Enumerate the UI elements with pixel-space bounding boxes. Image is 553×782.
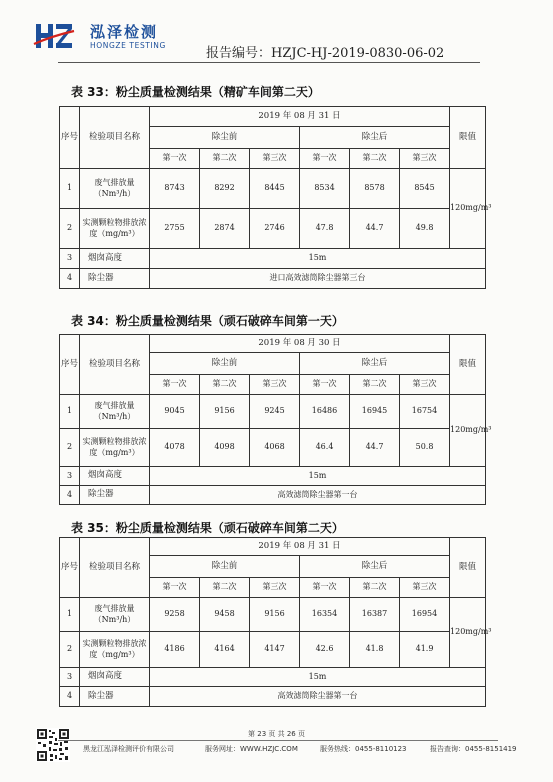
dust-collector-label: 除尘器 [80,687,150,707]
particulate-concentration-label: 实测颗粒物排放浓度（mg/m³） [80,632,150,668]
row-number: 1 [60,598,80,632]
chimney-height-label: 烟囱高度 [80,467,150,486]
limit-value: 120mg/m³ [450,169,486,249]
before-header: 除尘前 [150,127,300,149]
before-header: 除尘前 [150,556,300,578]
seq-header: 序号 [60,538,80,598]
value-cell: 50.8 [400,429,450,467]
limit-value: 120mg/m³ [450,395,486,467]
row-number: 4 [60,687,80,707]
footer-query: 报告查询：0455-8151419 [430,745,517,753]
exhaust-volume-label: 废气排放量（Nm³/h） [80,169,150,209]
row-number: 2 [60,632,80,668]
after-header: 除尘后 [300,556,450,578]
value-cell: 8292 [200,169,250,209]
item-header: 检验项目名称 [80,107,150,169]
run-1-header: 第一次 [150,375,200,395]
footer-hotline: 服务热线：0455-8110123 [320,745,407,753]
dust-collector-label: 除尘器 [80,269,150,289]
value-cell: 16754 [400,395,450,429]
limit-header: 限值 [450,107,486,169]
value-cell: 8445 [250,169,300,209]
dust-collector-value: 进口高效滤筒除尘器第三台 [150,269,486,289]
row-number: 4 [60,269,80,289]
value-cell: 9245 [250,395,300,429]
row-number: 3 [60,249,80,269]
exhaust-volume-label: 废气排放量（Nm³/h） [80,598,150,632]
value-cell: 4164 [200,632,250,668]
run-2-header: 第二次 [200,149,250,169]
run-3-header: 第三次 [250,149,300,169]
company-name-en: HONGZE TESTING [90,41,166,50]
value-cell: 2755 [150,209,200,249]
seq-header: 序号 [60,335,80,395]
value-cell: 16387 [350,598,400,632]
after-header: 除尘后 [300,353,450,375]
value-cell: 47.8 [300,209,350,249]
footer-company: 黑龙江泓泽检测评价有限公司 [83,745,174,753]
dust-collector-value: 高效滤筒除尘器第一台 [150,486,486,505]
value-cell: 9258 [150,598,200,632]
run-1-header: 第一次 [150,149,200,169]
particulate-concentration-label: 实测颗粒物排放浓度（mg/m³） [80,209,150,249]
after-header: 除尘后 [300,127,450,149]
limit-value: 120mg/m³ [450,598,486,668]
company-name-cn: 泓泽检测 [90,23,159,41]
run-2-header: 第二次 [200,375,250,395]
run-1-header: 第一次 [300,578,350,598]
table-33-title: 表 33：粉尘质量检测结果（精矿车间第二天） [71,85,320,99]
test-date: 2019 年 08 月 31 日 [150,107,450,127]
run-2-header: 第二次 [350,149,400,169]
chimney-height-label: 烟囱高度 [80,249,150,269]
table-35 [59,537,492,707]
value-cell: 2874 [200,209,250,249]
value-cell: 2746 [250,209,300,249]
test-date: 2019 年 08 月 31 日 [150,538,450,556]
report-number: 报告编号：HZJC-HJ-2019-0830-06-02 [206,46,445,61]
table-34-title: 表 34：粉尘质量检测结果（顽石破碎车间第一天） [71,314,344,328]
row-number: 4 [60,486,80,505]
run-3-header: 第三次 [250,375,300,395]
item-header: 检验项目名称 [80,335,150,395]
row-number: 3 [60,467,80,486]
value-cell: 4068 [250,429,300,467]
run-1-header: 第一次 [300,149,350,169]
table-35-title: 表 35：粉尘质量检测结果（顽石破碎车间第二天） [71,521,344,535]
table-33 [59,106,492,289]
value-cell: 46.4 [300,429,350,467]
row-number: 1 [60,395,80,429]
seq-header: 序号 [60,107,80,169]
before-header: 除尘前 [150,353,300,375]
footer-website: 服务网址：WWW.HZJC.COM [205,745,298,753]
value-cell: 16354 [300,598,350,632]
value-cell: 8743 [150,169,200,209]
particulate-concentration-label: 实测颗粒物排放浓度（mg/m³） [80,429,150,467]
value-cell: 9045 [150,395,200,429]
run-2-header: 第二次 [350,375,400,395]
value-cell: 8578 [350,169,400,209]
value-cell: 16486 [300,395,350,429]
row-number: 3 [60,668,80,687]
chimney-height-value: 15m [150,249,486,269]
chimney-height-label: 烟囱高度 [80,668,150,687]
row-number: 2 [60,429,80,467]
run-3-header: 第三次 [400,375,450,395]
value-cell: 42.6 [300,632,350,668]
chimney-height-value: 15m [150,467,486,486]
value-cell: 9458 [200,598,250,632]
dust-collector-label: 除尘器 [80,486,150,505]
run-3-header: 第三次 [400,149,450,169]
company-logo-icon [34,22,74,52]
run-2-header: 第二次 [200,578,250,598]
value-cell: 41.8 [350,632,400,668]
footer-divider [58,740,498,741]
value-cell: 9156 [200,395,250,429]
test-date: 2019 年 08 月 30 日 [150,335,450,353]
page-number: 第 23 页 共 26 页 [248,730,305,738]
dust-collector-value: 高效滤筒除尘器第一台 [150,687,486,707]
limit-header: 限值 [450,335,486,395]
value-cell: 4098 [200,429,250,467]
header-divider [58,62,480,63]
run-1-header: 第一次 [300,375,350,395]
exhaust-volume-label: 废气排放量（Nm³/h） [80,395,150,429]
run-1-header: 第一次 [150,578,200,598]
value-cell: 4147 [250,632,300,668]
run-2-header: 第二次 [350,578,400,598]
value-cell: 8534 [300,169,350,209]
run-3-header: 第三次 [400,578,450,598]
limit-header: 限值 [450,538,486,598]
run-3-header: 第三次 [250,578,300,598]
value-cell: 16954 [400,598,450,632]
value-cell: 9156 [250,598,300,632]
value-cell: 44.7 [350,429,400,467]
value-cell: 8545 [400,169,450,209]
item-header: 检验项目名称 [80,538,150,598]
value-cell: 49.8 [400,209,450,249]
table-34 [59,334,492,505]
value-cell: 44.7 [350,209,400,249]
value-cell: 4078 [150,429,200,467]
row-number: 2 [60,209,80,249]
chimney-height-value: 15m [150,668,486,687]
value-cell: 4186 [150,632,200,668]
row-number: 1 [60,169,80,209]
value-cell: 41.9 [400,632,450,668]
value-cell: 16945 [350,395,400,429]
